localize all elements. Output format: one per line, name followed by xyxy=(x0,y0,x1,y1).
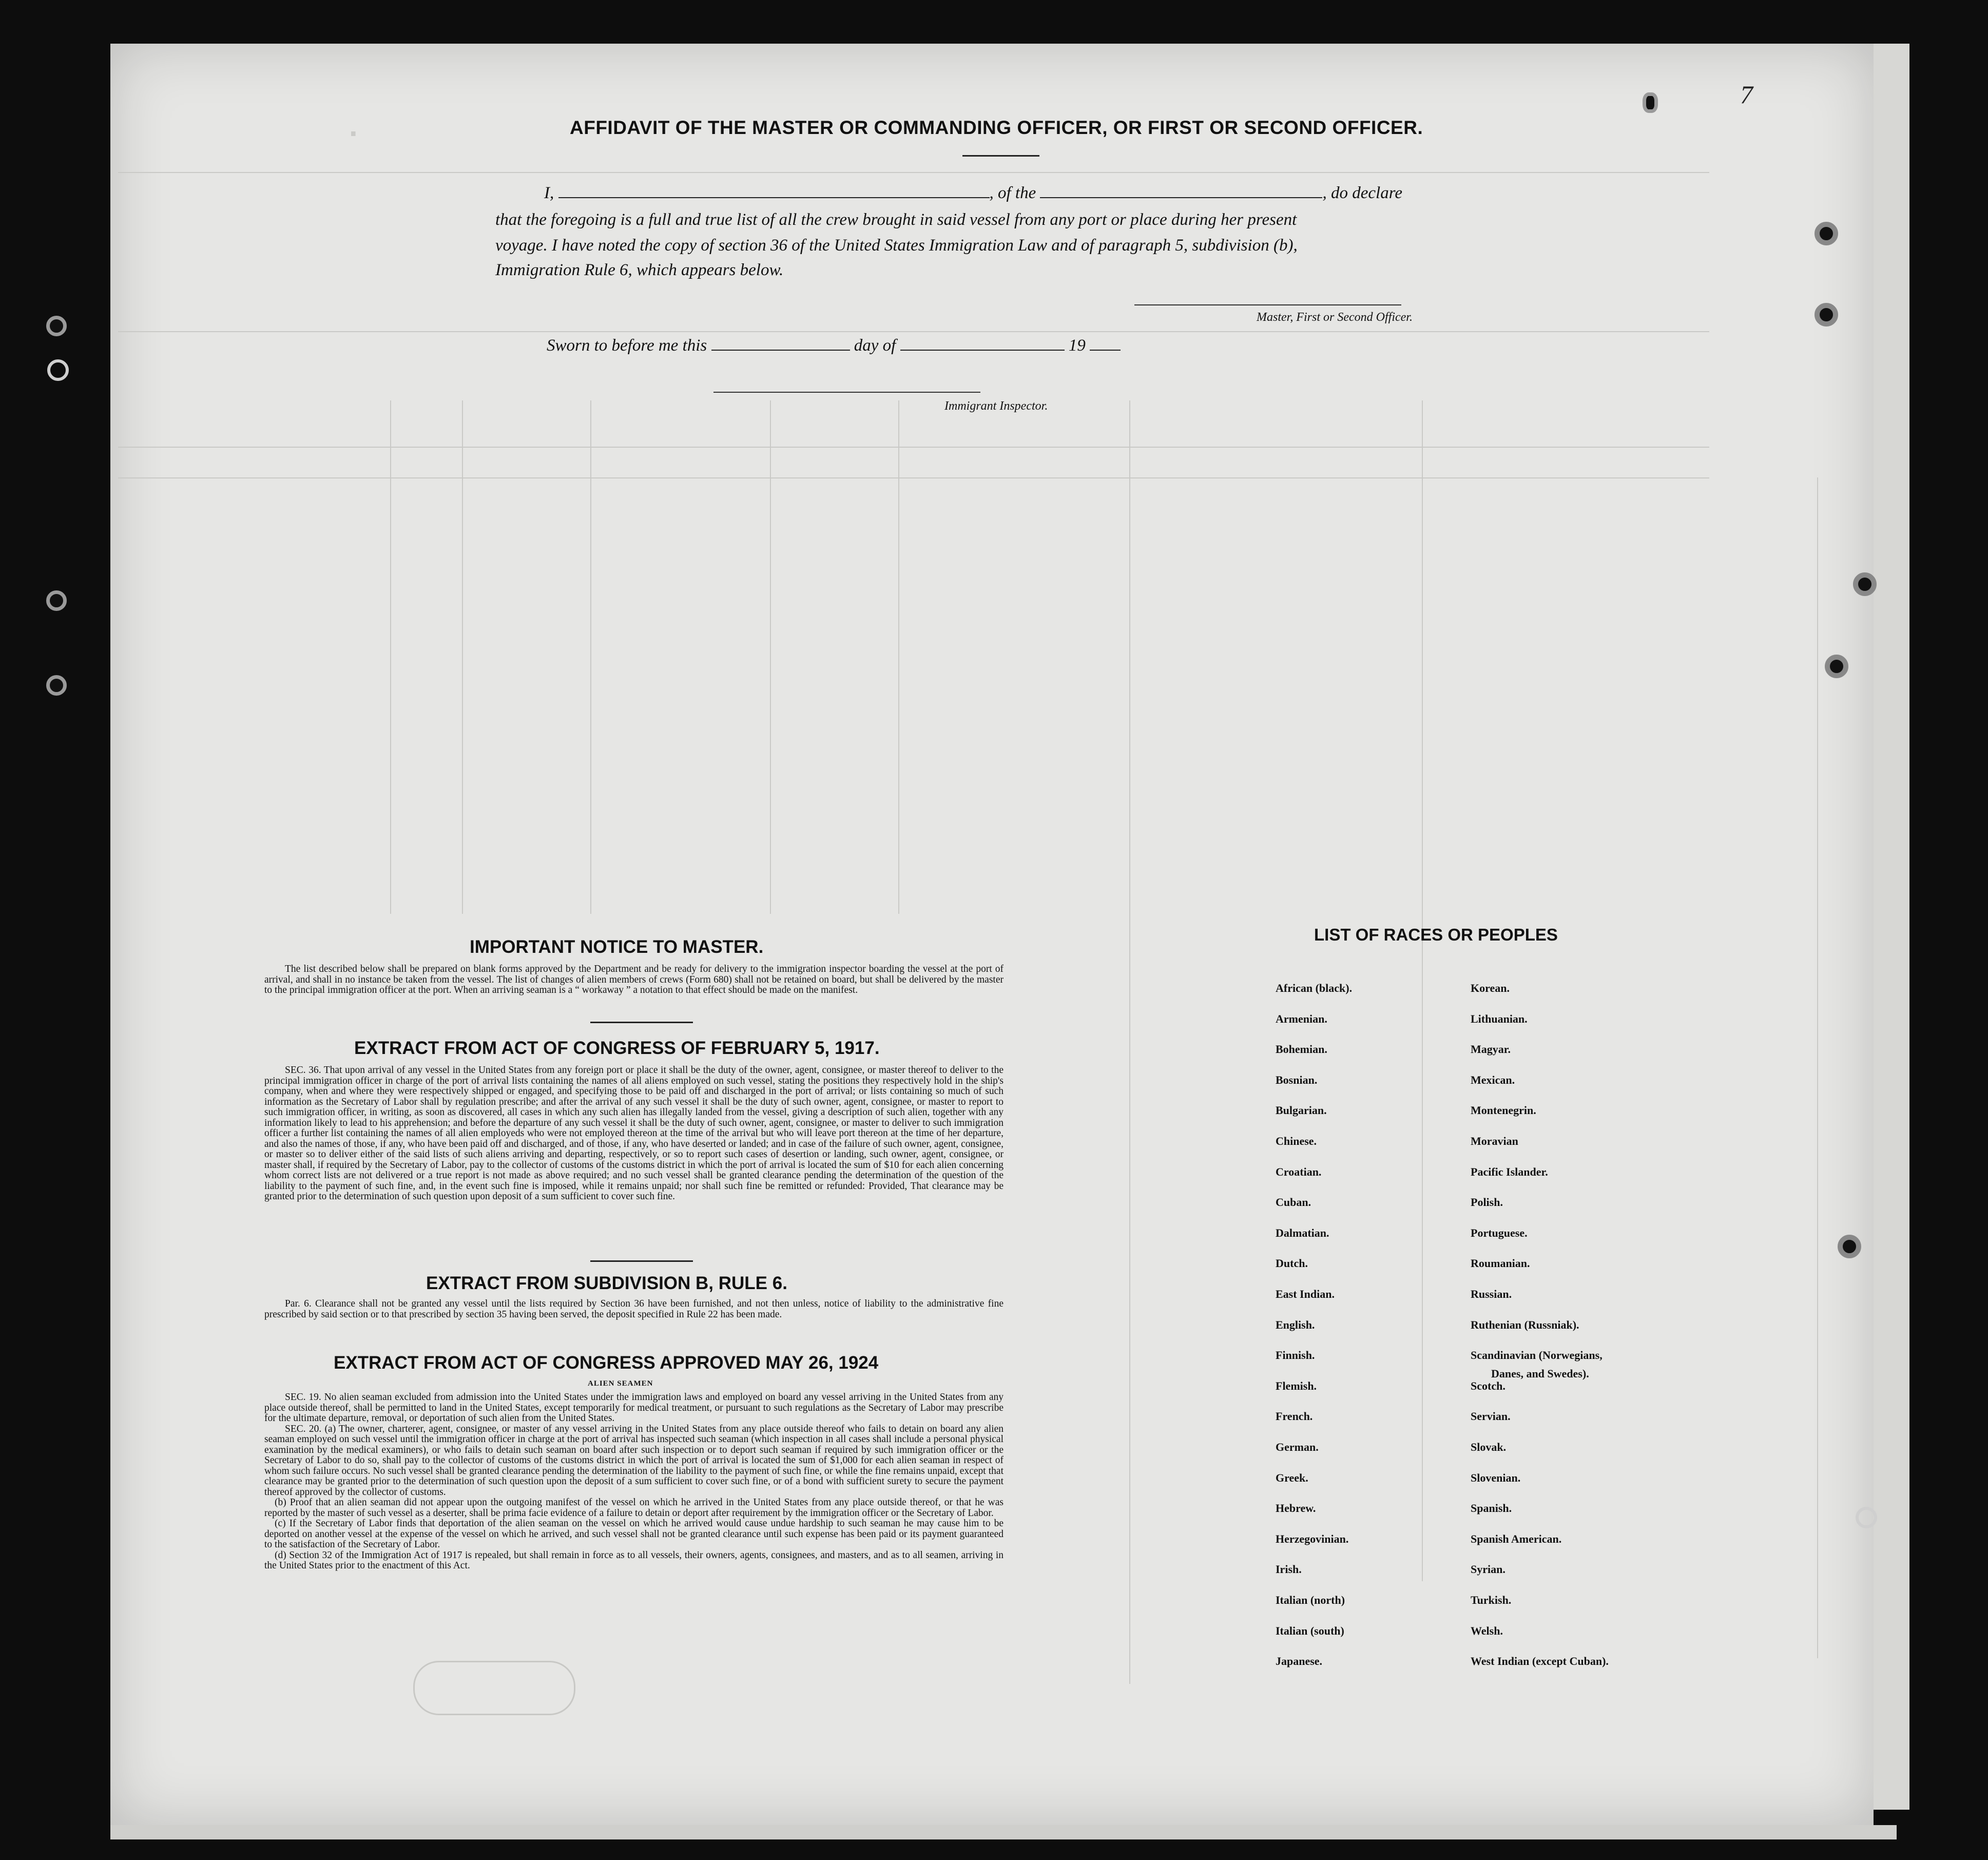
section-separator xyxy=(590,1022,693,1023)
race-item: Bulgarian. xyxy=(1276,1104,1327,1117)
race-item: Italian (north) xyxy=(1276,1594,1345,1606)
race-item: Bosnian. xyxy=(1276,1073,1318,1086)
affidavit-line-3: voyage. I have noted the copy of section 36 of the United States Immigration Law and of paragraph 5, subdivision (b), xyxy=(495,236,1298,255)
race-item: Scotch. xyxy=(1471,1379,1506,1392)
race-item: English. xyxy=(1276,1318,1315,1331)
sheet-edge-right xyxy=(1874,44,1909,1810)
bleed-through-rule xyxy=(118,172,1709,173)
punch-hole xyxy=(1838,1235,1861,1258)
race-item: Polish. xyxy=(1471,1196,1503,1209)
race-item: Spanish American. xyxy=(1471,1532,1562,1545)
bleed-through-rule xyxy=(1817,477,1818,1658)
race-item: Dutch. xyxy=(1276,1257,1308,1270)
bleed-through-rule xyxy=(462,400,463,914)
race-item: African (black). xyxy=(1276,982,1353,994)
race-item: Japanese. xyxy=(1276,1655,1323,1667)
race-item: Lithuanian. xyxy=(1471,1012,1528,1025)
inspector-signature-line[interactable] xyxy=(713,392,980,393)
race-item: Hebrew. xyxy=(1276,1502,1316,1514)
sworn-text: Sworn to before me this xyxy=(547,336,707,355)
bleed-through-rule xyxy=(590,400,591,914)
punch-hole xyxy=(1825,655,1848,678)
sworn-day-of: day of xyxy=(854,336,896,355)
race-item: Greek. xyxy=(1276,1471,1308,1484)
race-item: Pacific Islander. xyxy=(1471,1165,1548,1178)
affidavit-do-declare: , do declare xyxy=(1322,184,1402,202)
race-item: Cuban. xyxy=(1276,1196,1311,1209)
punch-hole xyxy=(1853,572,1877,596)
sworn-line xyxy=(547,336,1121,355)
affidavit-of-the: , of the xyxy=(989,184,1036,202)
race-item: Slovak. xyxy=(1471,1441,1507,1453)
affidavit-title-rule xyxy=(962,155,1039,157)
race-item: Turkish. xyxy=(1471,1594,1512,1606)
affidavit-declaration-line xyxy=(544,184,1402,203)
bleed-through-rule xyxy=(770,400,771,914)
sec-20d-text: (d) Section 32 of the Immigration Act of 1917 is repealed, but shall remain in force as to all vessels, their owners, agents, consignees, and masters, and as to all seamen, arriving in the United States prior to the enactment of this Act. xyxy=(264,1549,1003,1571)
race-item: Chinese. xyxy=(1276,1135,1317,1147)
sworn-year-prefix: 19 xyxy=(1068,336,1086,355)
bleed-through-rule xyxy=(390,400,391,914)
punch-hole xyxy=(1815,303,1838,327)
race-item: Korean. xyxy=(1471,982,1510,994)
sec-19-text: SEC. 19. No alien seaman excluded from admission into the United States under the immigration laws and employed on board any vessel arriving in the United States from any place outside thereof, shall be permitted to land in the United States, except temporarily for medical treatment, or pursuant to such regulations as the Secretary of Labor may prescribe for the ultimate departure, removal, or deportation of such alien from the United States. xyxy=(264,1392,1003,1424)
sec-20a-text: SEC. 20. (a) The owner, charterer, agent, consignee, or master of any vessel arriving in the United States from any place outside thereof who fails to detain on board any alien seaman employed on such vessel until the immigration officer in charge at the port of arrival has inspected such seaman (which inspection in all cases shall include a personal physical examination by the medical examiners), or who fails to detain such seaman on board after such inspection or to deport such seaman if required by such immigration officer or the Secretary of Labor to do so, shall pay to the collector of customs of the customs district in which the port of arrival is located the sum of $1,000 for each alien seaman in respect of whom such failure occurs. No such vessel shall be granted clearance pending the determination of the liability to the payment of such fine, or while the fine remains unpaid, except that clearance may be granted prior to the determination of such question upon the deposit of a sum sufficient to cover such fine, or of a bond with sufficient surety to secure the payment thereof approved by the collector of customs. xyxy=(264,1423,1003,1498)
race-item: Herzegovinian. xyxy=(1276,1532,1349,1545)
extract-1917-title: EXTRACT FROM ACT OF CONGRESS OF FEBRUARY 5, 1917. xyxy=(354,1038,880,1058)
binder-hole xyxy=(46,675,67,696)
punch-hole xyxy=(1815,222,1838,245)
important-notice-title: IMPORTANT NOTICE TO MASTER. xyxy=(470,937,764,957)
affidavit-line-4: Immigration Rule 6, which appears below. xyxy=(495,261,784,279)
binder-hole xyxy=(46,316,67,336)
races-list-title: LIST OF RACES OR PEOPLES xyxy=(1314,925,1558,944)
race-item: Syrian. xyxy=(1471,1563,1506,1576)
sworn-day-blank[interactable] xyxy=(711,336,850,351)
race-item: Slovenian. xyxy=(1471,1471,1521,1484)
race-item: Flemish. xyxy=(1276,1379,1317,1392)
bleed-through-text: . xyxy=(349,108,358,143)
race-item: East Indian. xyxy=(1276,1288,1335,1300)
race-item: Moravian xyxy=(1471,1135,1518,1147)
sworn-month-blank[interactable] xyxy=(900,336,1065,351)
sheet-edge-bottom xyxy=(110,1825,1897,1839)
extract-rule6-title: EXTRACT FROM SUBDIVISION B, RULE 6. xyxy=(426,1273,787,1293)
race-item: Armenian. xyxy=(1276,1012,1327,1025)
race-item: French. xyxy=(1276,1410,1313,1423)
important-notice-body: The list described below shall be prepared on blank forms approved by the Department and be ready for delivery to the immigration inspector boarding the vessel at the port of arrival, and shall in no instance be taken from the vessel. The list of changes of alien members of crews (Form 680) shall not be retained on board, but shall be delivered by the master to the principal immigration officer at the port. When an arriving seaman is a “ workaway ” a notation to that effect should be made on the manifest. xyxy=(264,964,1003,995)
vessel-name-blank[interactable] xyxy=(1040,184,1322,198)
race-item: Magyar. xyxy=(1471,1043,1511,1056)
race-item: Italian (south) xyxy=(1276,1624,1344,1637)
master-signature-caption: Master, First or Second Officer. xyxy=(1257,311,1413,324)
extract-1924-subtitle: ALIEN SEAMEN xyxy=(588,1379,653,1388)
bleed-through-rule xyxy=(1129,400,1130,1684)
race-item: Dalmatian. xyxy=(1276,1226,1329,1239)
race-item: Spanish. xyxy=(1471,1502,1512,1514)
affidavit-line-2: that the foregoing is a full and true list of all the crew brought in said vessel from any port or place during her present xyxy=(495,210,1297,229)
faint-stamp xyxy=(413,1661,575,1715)
race-item: Portuguese. xyxy=(1471,1226,1528,1239)
affidavit-title: AFFIDAVIT OF THE MASTER OR COMMANDING OFFICER, OR FIRST OR SECOND OFFICER. xyxy=(570,117,1423,138)
race-item: Ruthenian (Russniak). xyxy=(1471,1318,1579,1331)
race-item: Mexican. xyxy=(1471,1073,1515,1086)
race-item: Finnish. xyxy=(1276,1349,1315,1362)
master-signature-line[interactable] xyxy=(1134,304,1401,305)
bleed-through-rule xyxy=(118,447,1709,448)
bleed-through-rule xyxy=(1422,400,1423,1581)
section-separator xyxy=(590,1260,693,1262)
sec-20c-text: (c) If the Secretary of Labor finds that deportation of the alien seaman on the vessel on which he arrived would cause undue hardship to such seaman he may cause him to be deported on another vessel at the expense of the vessel on which he arrived, and such vessel shall not be granted clearance until such expense has been paid or its payment guaranteed to the satisfaction of the Secretary of Labor. xyxy=(264,1518,1003,1550)
inspector-signature-caption: Immigrant Inspector. xyxy=(944,399,1048,413)
declarant-name-blank[interactable] xyxy=(558,184,990,198)
punch-hole xyxy=(1856,1507,1877,1528)
sec-20b-text: (b) Proof that an alien seaman did not appear upon the outgoing manifest of the vessel on which he arrived in the United States from any place outside thereof, or that he was reported by the master of such vessel as a deserter, shall be prima facie evidence of a failure to detain or deport after requirement by the immigration officer or the Secretary of Labor. xyxy=(264,1497,1003,1519)
binder-hole xyxy=(47,359,69,381)
race-item: Russian. xyxy=(1471,1288,1512,1300)
bleed-through-rule xyxy=(118,477,1709,478)
extract-1917-body: SEC. 36. That upon arrival of any vessel in the United States from any foreign port or place it shall be the duty of the owner, agent, consignee, or master thereof to deliver to the principal immigration officer in charge of the port of arrival lists containing the names of all aliens employed on such vessel, stating the positions they respectively hold in the ship's company, when and where they were respectively shipped or engaged, and specifying those to be paid off and discharged in the port of arrival; or lists containing so much of such information as the Secretary of Labor shall by regulation prescribe; and after the arrival of any such vessel it shall be the duty of such owner, agent, consignee, or master to report to such immigration officer, in writing, as soon as discovered, all cases in which any such alien has illegally landed from the vessel, giving a description of such alien, together with any information likely to lead to his apprehension; and before the departure of any such vessel it shall be the duty of such owner, agent, consignee, or master to deliver to such immigration officer a further list containing the names of all alien employeds who were not employed thereon at the time of the arrival but who will leave port thereon at the time of her departure, and also the names of those, if any, who have been paid off and discharged, and of those, if any, who have deserted or landed; and in case of the failure of such owner, agent, consignee, or master so to deliver either of the said lists of such aliens arriving and departing, respectively, or so to report such cases of desertion or landing, such owner, agent, consignee, or master shall, if required by the Secretary of Labor, pay to the collector of customs of the customs district in which the port of arrival is located the sum of $10 for each alien concerning whom correct lists are not delivered or a true report is not made as above required; and no such vessel shall be granted clearance pending the determination of the question of the liability to the payment of such fine, and, in the event such fine is imposed, while it remains unpaid; nor shall such fine be remitted or refunded: Provided, That clearance may be granted prior to the determination of such question upon deposit of a sum sufficient to cover such fine. xyxy=(264,1065,1003,1202)
punch-hole xyxy=(1643,92,1658,113)
race-item: Roumanian. xyxy=(1471,1257,1530,1270)
affidavit-i: I, xyxy=(544,184,554,202)
race-item: German. xyxy=(1276,1441,1319,1453)
race-item: Bohemian. xyxy=(1276,1043,1327,1056)
handwritten-mark: 7 xyxy=(1740,80,1753,109)
race-item-continuation: Danes, and Swedes). xyxy=(1491,1367,1589,1380)
extract-rule6-body: Par. 6. Clearance shall not be granted any vessel until the lists required by Section 36 have been furnished, and not then unless, notice of liability to the administrative fine prescribed by said section or to that prescribed by section 35 having been served, the deposit specified in Rule 22 has been made. xyxy=(264,1298,1003,1320)
extract-1924-body xyxy=(264,1392,1003,1571)
race-item: Croatian. xyxy=(1276,1165,1322,1178)
race-item: Irish. xyxy=(1276,1563,1302,1576)
binder-hole xyxy=(46,590,67,611)
extract-1924-title: EXTRACT FROM ACT OF CONGRESS APPROVED MAY 26, 1924 xyxy=(334,1353,879,1373)
race-item: Scandinavian (Norwegians, xyxy=(1471,1349,1603,1362)
race-item: Welsh. xyxy=(1471,1624,1503,1637)
bleed-through-rule xyxy=(898,400,899,914)
race-item: Servian. xyxy=(1471,1410,1511,1423)
race-item: Montenegrin. xyxy=(1471,1104,1536,1117)
bleed-through-rule xyxy=(118,331,1709,332)
race-item: West Indian (except Cuban). xyxy=(1471,1655,1609,1667)
sworn-year-blank[interactable] xyxy=(1090,336,1121,351)
